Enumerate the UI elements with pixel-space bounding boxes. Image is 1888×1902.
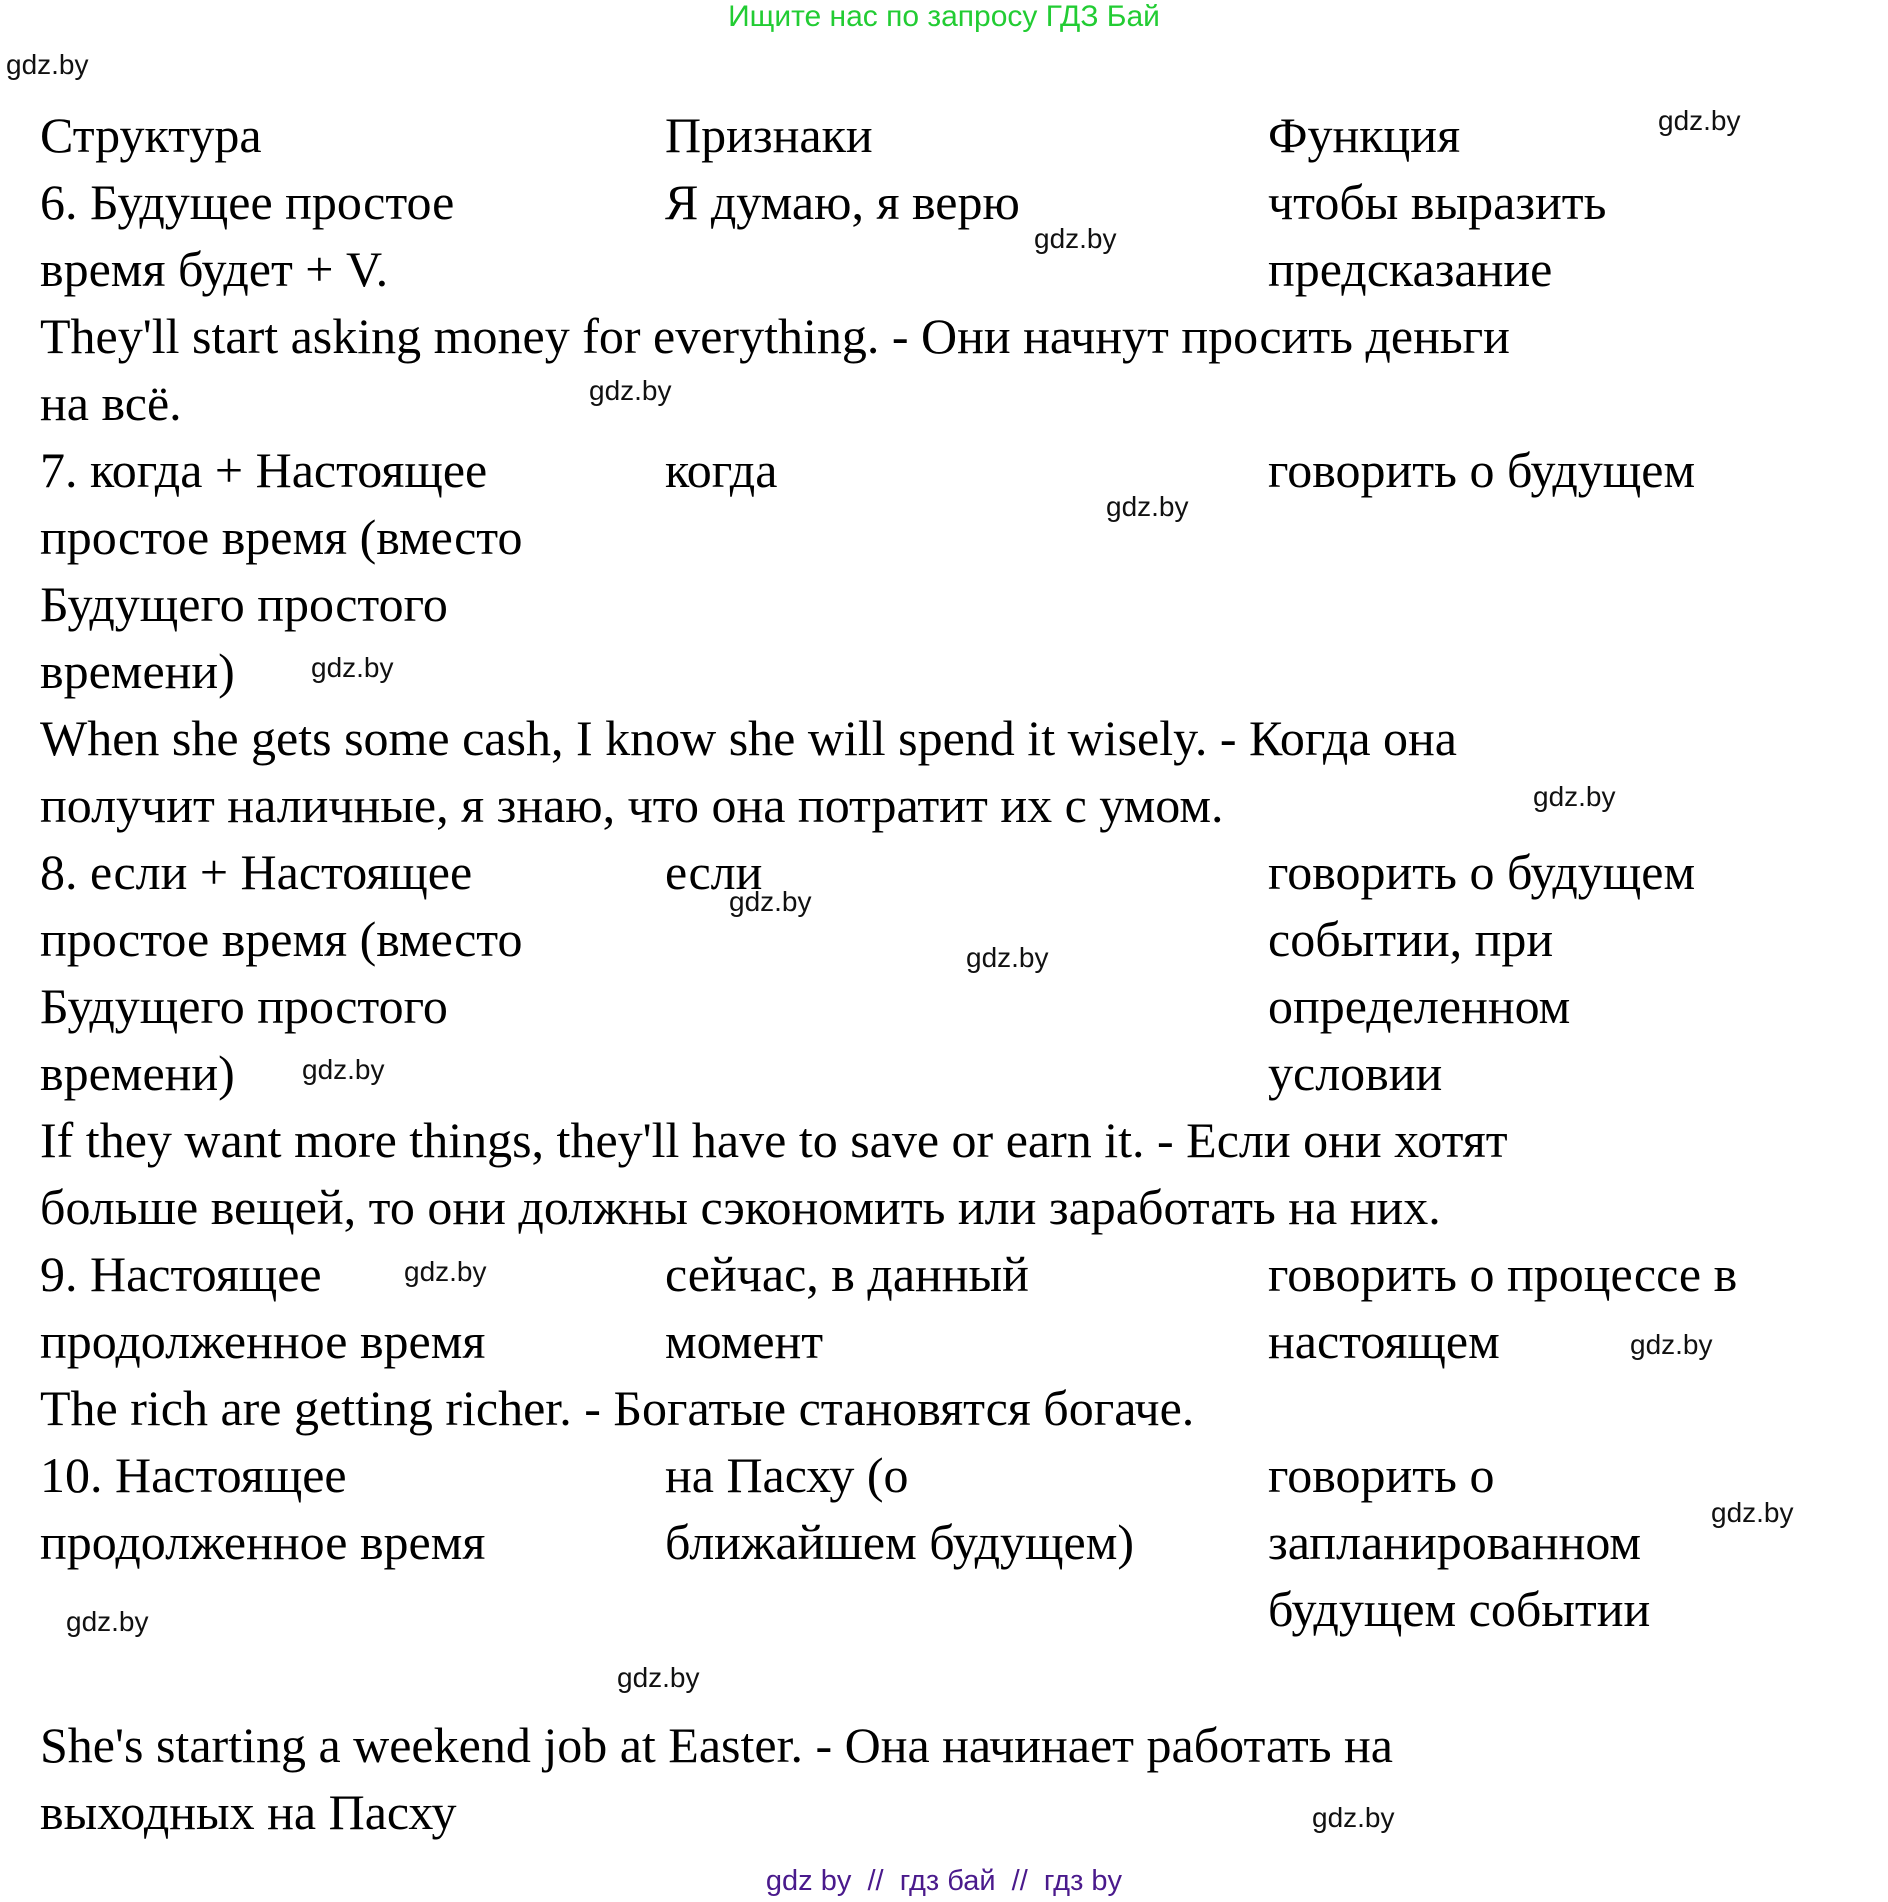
column-header-function: Функция bbox=[1268, 107, 1461, 163]
row8-example-line1: If they want more things, they'll have to save or earn it. - Если они хотят bbox=[40, 1112, 1508, 1168]
watermark-text: gdz.by bbox=[589, 375, 672, 406]
row10-function-line2: запланированном bbox=[1268, 1514, 1642, 1570]
search-hint-banner: Ищите нас по запросу ГДЗ Бай bbox=[728, 0, 1160, 33]
row9-signs-line1: сейчас, в данный bbox=[665, 1246, 1029, 1302]
row8-structure-line3: Будущего простого bbox=[40, 978, 448, 1034]
row9-structure-line1: 9. Настоящее bbox=[40, 1246, 322, 1302]
row10-signs-line1: на Пасху (о bbox=[665, 1447, 909, 1503]
watermark-text: gdz.by bbox=[1312, 1802, 1395, 1833]
row6-structure-line1: 6. Будущее простое bbox=[40, 174, 455, 230]
watermark-text: gdz.by bbox=[1630, 1329, 1713, 1360]
row10-function-line1: говорить о bbox=[1268, 1447, 1495, 1503]
watermark-text: gdz.by bbox=[1658, 105, 1741, 136]
row6-example-line1: They'll start asking money for everything. - Они начнут просить деньги bbox=[40, 308, 1510, 364]
row7-structure-line1: 7. когда + Настоящее bbox=[40, 442, 488, 498]
row10-example-line1: She's starting a weekend job at Easter. - Она начинает работать на bbox=[40, 1717, 1393, 1773]
row8-function-line1: говорить о будущем bbox=[1268, 844, 1696, 900]
watermark-text: gdz.by bbox=[729, 886, 812, 917]
row10-example-line2: выходных на Пасху bbox=[40, 1784, 457, 1840]
row7-structure-line4: времени) bbox=[40, 643, 235, 699]
column-header-signs: Признаки bbox=[665, 107, 873, 163]
watermark-text: gdz.by bbox=[404, 1256, 487, 1287]
row7-example-line1: When she gets some cash, I know she will spend it wisely. - Когда она bbox=[40, 710, 1457, 766]
watermark-text: gdz.by bbox=[66, 1606, 149, 1637]
row7-structure-line3: Будущего простого bbox=[40, 576, 448, 632]
row10-signs-line2: ближайшем будущем) bbox=[665, 1514, 1135, 1570]
row6-structure-line2: время будет + V. bbox=[40, 241, 389, 297]
watermark-text: gdz.by bbox=[302, 1054, 385, 1085]
watermark-text: gdz.by bbox=[966, 942, 1049, 973]
row10-structure-line2: продолженное время bbox=[40, 1514, 486, 1570]
row8-signs-line1: если bbox=[665, 844, 763, 900]
row7-signs-line1: когда bbox=[665, 442, 778, 498]
row8-structure-line2: простое время (вместо bbox=[40, 911, 523, 967]
watermark-text: gdz.by bbox=[1533, 781, 1616, 812]
row8-function-line4: условии bbox=[1268, 1045, 1443, 1101]
row6-function-line1: чтобы выразить bbox=[1268, 174, 1607, 230]
row7-function-line1: говорить о будущем bbox=[1268, 442, 1696, 498]
row8-example-line2: больше вещей, то они должны сэкономить или заработать на них. bbox=[40, 1179, 1441, 1235]
row6-example-line2: на всё. bbox=[40, 375, 182, 431]
row9-structure-line2: продолженное время bbox=[40, 1313, 486, 1369]
row8-structure-line1: 8. если + Настоящее bbox=[40, 844, 473, 900]
row6-signs-line1: Я думаю, я верю bbox=[665, 174, 1020, 230]
watermark-text: gdz.by bbox=[617, 1662, 700, 1693]
row9-signs-line2: момент bbox=[665, 1313, 824, 1369]
row6-function-line2: предсказание bbox=[1268, 241, 1553, 297]
row9-function-line1: говорить о процессе в bbox=[1268, 1246, 1738, 1302]
row10-structure-line1: 10. Настоящее bbox=[40, 1447, 347, 1503]
row9-function-line2: настоящем bbox=[1268, 1313, 1500, 1369]
watermark-text: gdz.by bbox=[311, 652, 394, 683]
row8-structure-line4: времени) bbox=[40, 1045, 235, 1101]
watermark-text: gdz.by bbox=[1106, 491, 1189, 522]
row7-structure-line2: простое время (вместо bbox=[40, 509, 523, 565]
row10-function-line3: будущем событии bbox=[1268, 1581, 1651, 1637]
footer-links: gdz by // гдз бай // гдз by bbox=[765, 1865, 1123, 1897]
watermark-text: gdz.by bbox=[1034, 223, 1117, 254]
row8-function-line2: событии, при bbox=[1268, 911, 1554, 967]
column-header-structure: Структура bbox=[40, 107, 262, 163]
row9-example-line1: The rich are getting richer. - Богатые становятся богаче. bbox=[40, 1380, 1195, 1436]
watermark-text: gdz.by bbox=[6, 49, 89, 80]
row7-example-line2: получит наличные, я знаю, что она потратит их с умом. bbox=[40, 777, 1224, 833]
row8-function-line3: определенном bbox=[1268, 978, 1571, 1034]
watermark-text: gdz.by bbox=[1711, 1497, 1794, 1528]
